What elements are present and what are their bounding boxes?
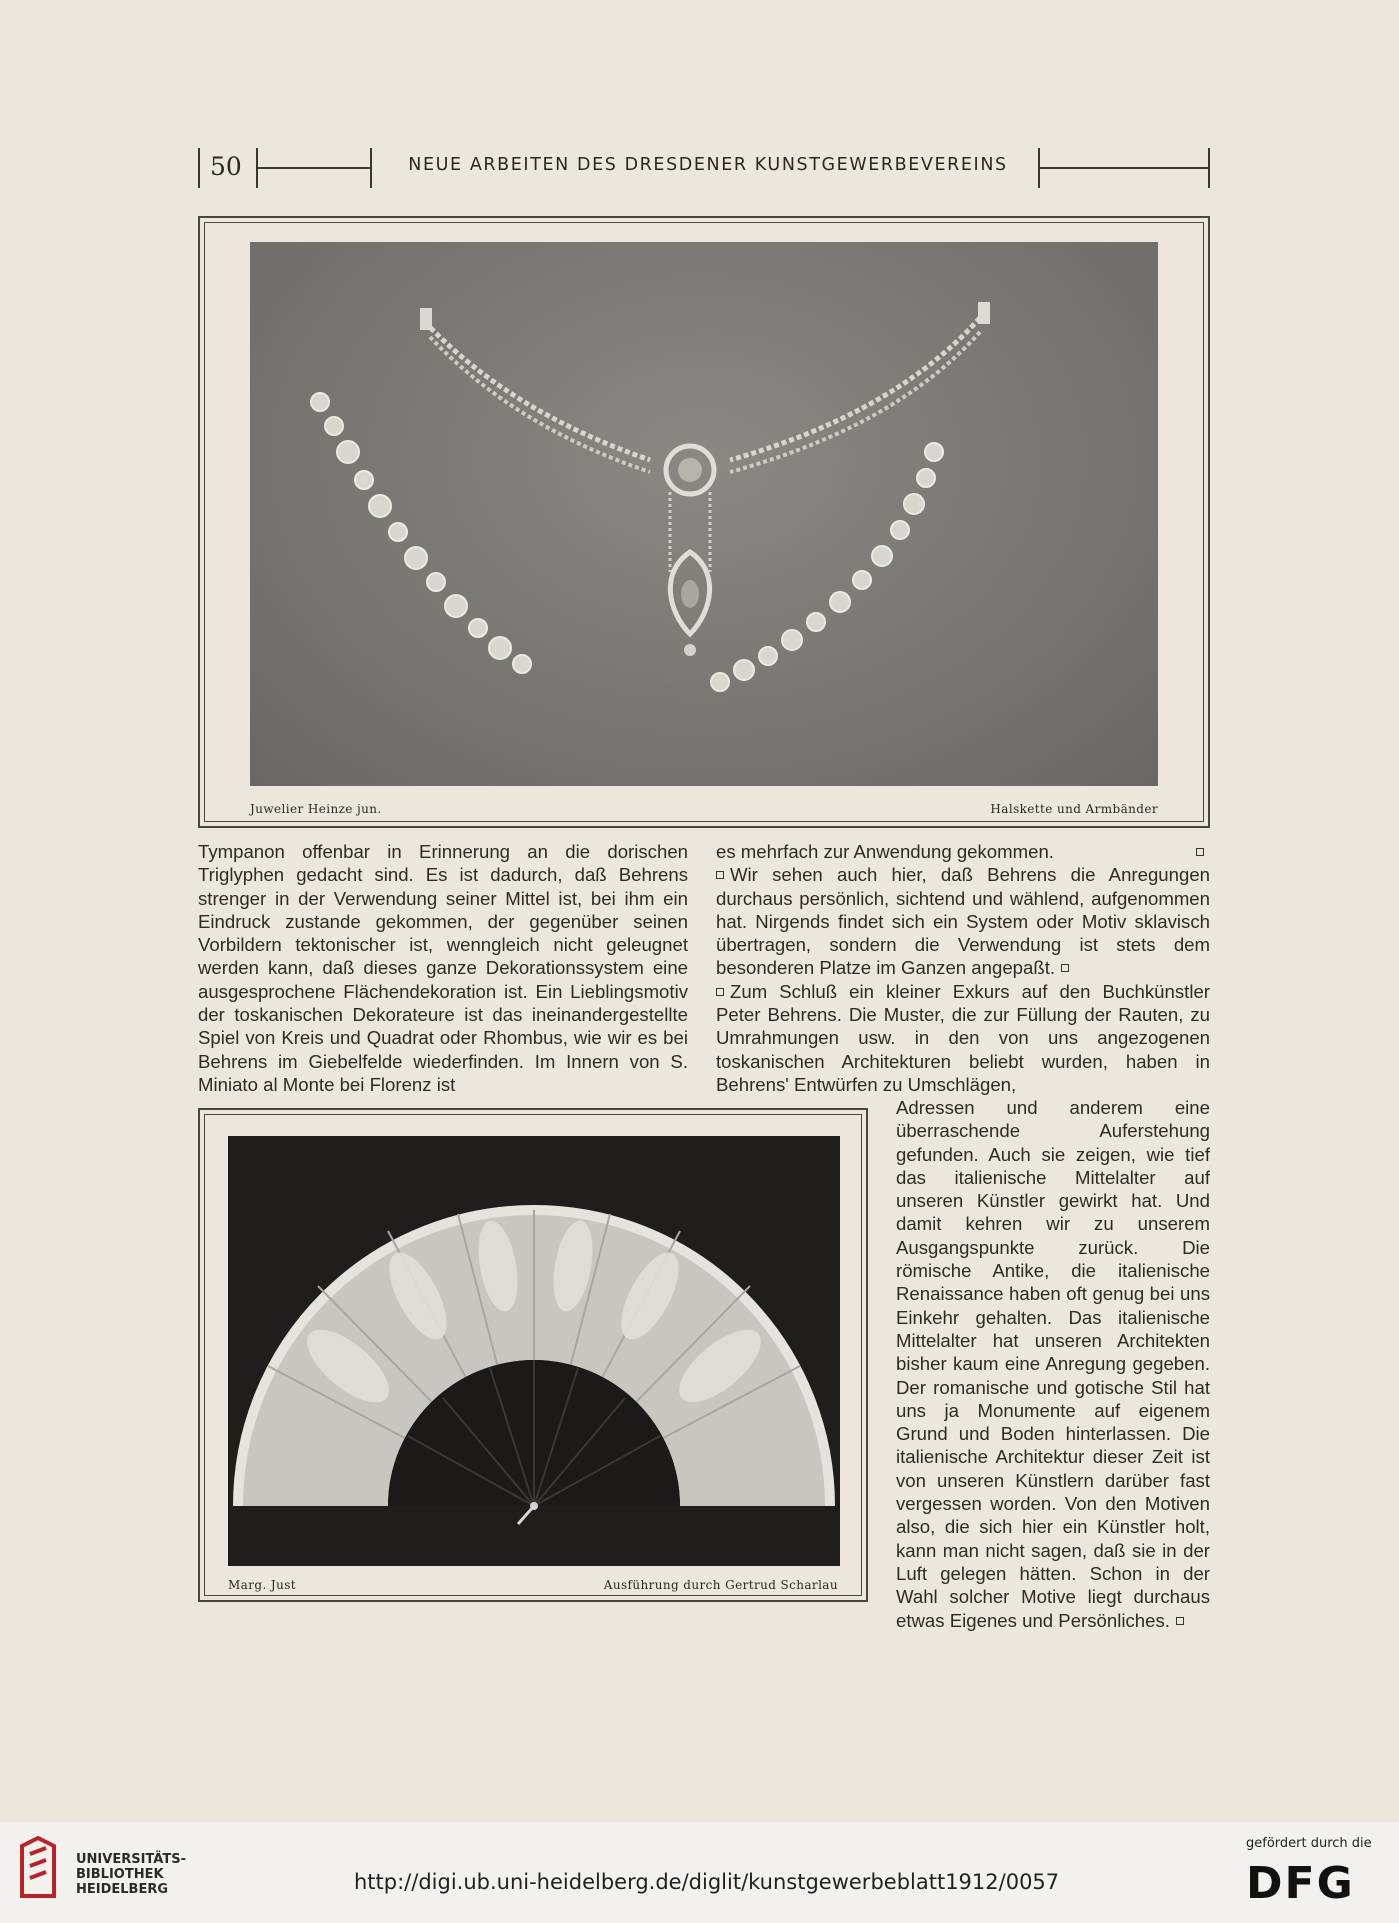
fan-photograph: [228, 1136, 840, 1566]
body-paragraph: Adressen und anderem eine überraschende Auferstehung gefunden. Auch sie zeigen, wie tief das italienische Mittelalter auf unseren Künstler gewirkt hat. Und damit kehren wir zu unserem Ausgangspunkte zurück. Die römische Antike, die italienische Renaissance haben oft genug bei uns Einkehr gehalten. Das italienische Mittelalter hat unseren Architekten bisher kaum eine Anregung gegeben. Der romanische und gotische Stil hat uns ja Monumente auf eigenem Grund und Boden hinterlassen. Die italienische Architektur dieser Zeit ist von unseren Künstlern darüber fast vergessen worden. Von den Motiven also, die sich hier ein Künstler holt, kann man nicht sagen, daß sie in der Luft gelegen hätten. Schon in der Wahl solcher Motive liegt durchaus etwas Eigenes und Persönliches.: [896, 1097, 1210, 1631]
header-line: [258, 167, 370, 169]
library-name: UNIVERSITÄTS- BIBLIOTHEK HEIDELBERG: [76, 1852, 186, 1897]
paragraph-mark-icon: [1176, 1617, 1184, 1625]
body-paragraph: Tympanon offenbar in Erinnerung an die dorischen Triglyphen gedacht sind. Es ist dadurch, daß Behrens strenger in der Verwendung seiner Mittel ist, bei ihm ein Eindruck zustande gekommen, der gegenüber seinen Vorbildern tektonischer ist, wenngleich nicht geleugnet werden kann, daß dieses ganze Dekorationssystem eine ausgesprochene Flächendekoration ist. Ein Lieblingsmotiv der toskanischen Dekorateure ist das ineinandergestellte Spiel von Kreis und Quadrat oder Rhombus, wie wir es bei Behrens im Giebelfelde wiederfinden. Im Innern von S. Miniato al Monte bei Florenz ist: [198, 841, 688, 1095]
body-paragraph: Zum Schluß ein kleiner Exkurs auf den Buchkünstler Peter Behrens. Die Muster, die zur Füllung der Rauten, zu Umrahmungen usw. in den von uns angezogenen toskanischen Architekturen beliebt wurden, haben in Behrens' Entwürfen zu Umschlägen,: [716, 980, 1210, 1095]
figure-caption-title: Halskette und Armbänder: [990, 802, 1158, 816]
figure-caption-maker: Juwelier Heinze jun.: [250, 802, 382, 816]
header-rule-right: [1208, 148, 1210, 188]
figure-caption-title: Ausführung durch Gertrud Scharlau: [603, 1578, 838, 1592]
header-line: [1040, 167, 1208, 169]
running-title: NEUE ARBEITEN DES DRESDENER KUNSTGEWERBEVEREINS: [408, 155, 1008, 175]
paragraph-mark-icon: [716, 871, 724, 879]
paragraph-mark-icon: [1196, 848, 1204, 856]
dfg-logo-icon: DFG: [1246, 1858, 1355, 1909]
figure-caption-maker: Marg. Just: [228, 1578, 297, 1592]
figure-fan-frame: [198, 1108, 868, 1602]
body-paragraph: Wir sehen auch hier, daß Behrens die Anregungen durchaus persönlich, sichtend und wählend, aufgenommen hat. Nirgends findet sich ein System oder Motiv sklavisch übertragen, sondern die Verwendung ist stets dem besonderen Platze im Ganzen angepaßt.: [716, 864, 1210, 979]
ub-heidelberg-logo-icon: [18, 1836, 58, 1898]
left-text-column: [198, 840, 688, 1096]
digitization-footer: [0, 1822, 1399, 1923]
header-rule-left: [198, 148, 200, 188]
running-header: [198, 148, 1210, 188]
right-text-column: [716, 840, 1210, 1096]
right-text-column-narrow: [896, 1096, 1210, 1632]
jewelry-photograph: [250, 242, 1158, 786]
page-number: 50: [210, 152, 242, 181]
lace-fan-illustration: [228, 1136, 840, 1566]
paragraph-mark-icon: [716, 988, 724, 996]
paragraph-mark-icon: [1061, 964, 1069, 972]
figure-jewelry-frame: [198, 216, 1210, 828]
body-paragraph: es mehrfach zur Anwendung gekommen.: [716, 840, 1210, 863]
funded-by-text: gefördert durch die: [1246, 1836, 1372, 1851]
necklace-bracelets-illustration: [250, 242, 1158, 786]
header-rule: [370, 148, 372, 188]
digitization-url-link[interactable]: http://digi.ub.uni-heidelberg.de/diglit/kunstgewerbeblatt1912/0057: [354, 1870, 1060, 1894]
